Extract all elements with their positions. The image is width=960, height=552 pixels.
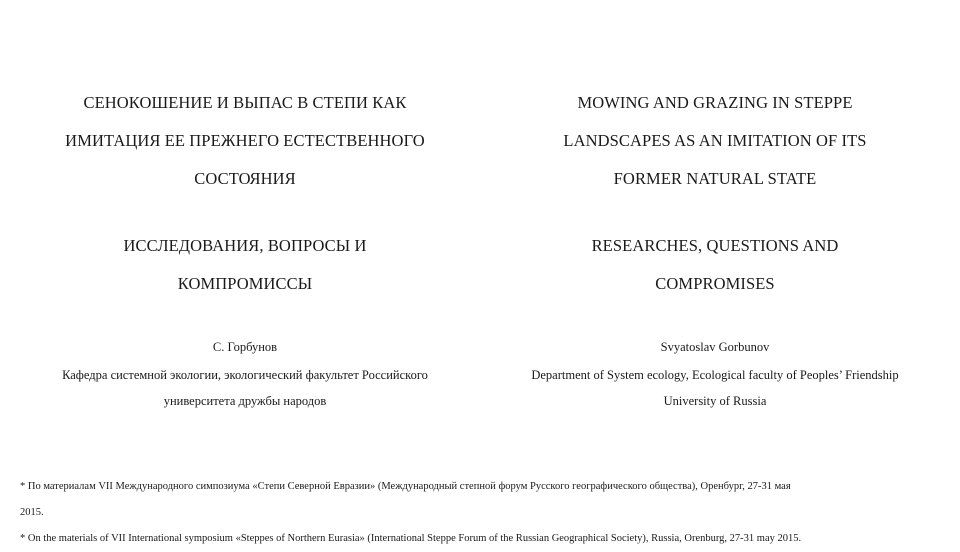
russian-main-title [10, 84, 480, 198]
russian-subtitle [10, 227, 480, 303]
english-subtitle-line: COMPROMISES [655, 274, 775, 293]
english-subtitle-line: RESEARCHES, QUESTIONS AND [591, 236, 839, 255]
english-main-title-line: FORMER NATURAL STATE [613, 169, 817, 188]
russian-affiliation-line: Кафедра системной экологии, экологический факультет Российского [62, 368, 428, 382]
russian-main-title-line: СЕНОКОШЕНИЕ И ВЫПАС В СТЕПИ КАК [83, 93, 407, 112]
english-affiliation [480, 362, 950, 414]
footnotes [20, 474, 940, 552]
russian-main-title-line: ИМИТАЦИЯ ЕЕ ПРЕЖНЕГО ЕСТЕСТВЕННОГО [65, 131, 425, 150]
footnote-english: * On the materials of VII International symposium «Steppes of Northern Eurasia» (International Steppe Forum of the Russian Geographical Society), Russia, Orenburg, 27-31 may 2015. [20, 533, 802, 544]
russian-subtitle-line: ИССЛЕДОВАНИЯ, ВОПРОСЫ И [123, 236, 367, 255]
english-affiliation-line: Department of System ecology, Ecological faculty of Peoples’ Friendship [531, 368, 899, 382]
english-affiliation-line: University of Russia [663, 394, 767, 408]
russian-subtitle-line: КОМПРОМИССЫ [177, 274, 313, 293]
russian-affiliation-line: университета дружбы народов [163, 394, 327, 408]
english-subtitle [480, 227, 950, 303]
english-main-title-line: LANDSCAPES AS AN IMITATION OF ITS [563, 131, 867, 150]
russian-author: С. Горбунов [212, 340, 278, 354]
footnote-russian-continued: 2015. [20, 507, 44, 518]
russian-affiliation [10, 362, 480, 414]
english-main-title-line: MOWING AND GRAZING IN STEPPE [577, 93, 853, 112]
footnote-russian: * По материалам VII Международного симпозиума «Степи Северной Евразии» (Международный степной форум Русского географического общества), Оренбург, 27-31 мая [20, 481, 791, 492]
russian-main-title-line: СОСТОЯНИЯ [194, 169, 296, 188]
english-author: Svyatoslav Gorbunov [660, 340, 770, 354]
english-main-title [480, 84, 950, 198]
